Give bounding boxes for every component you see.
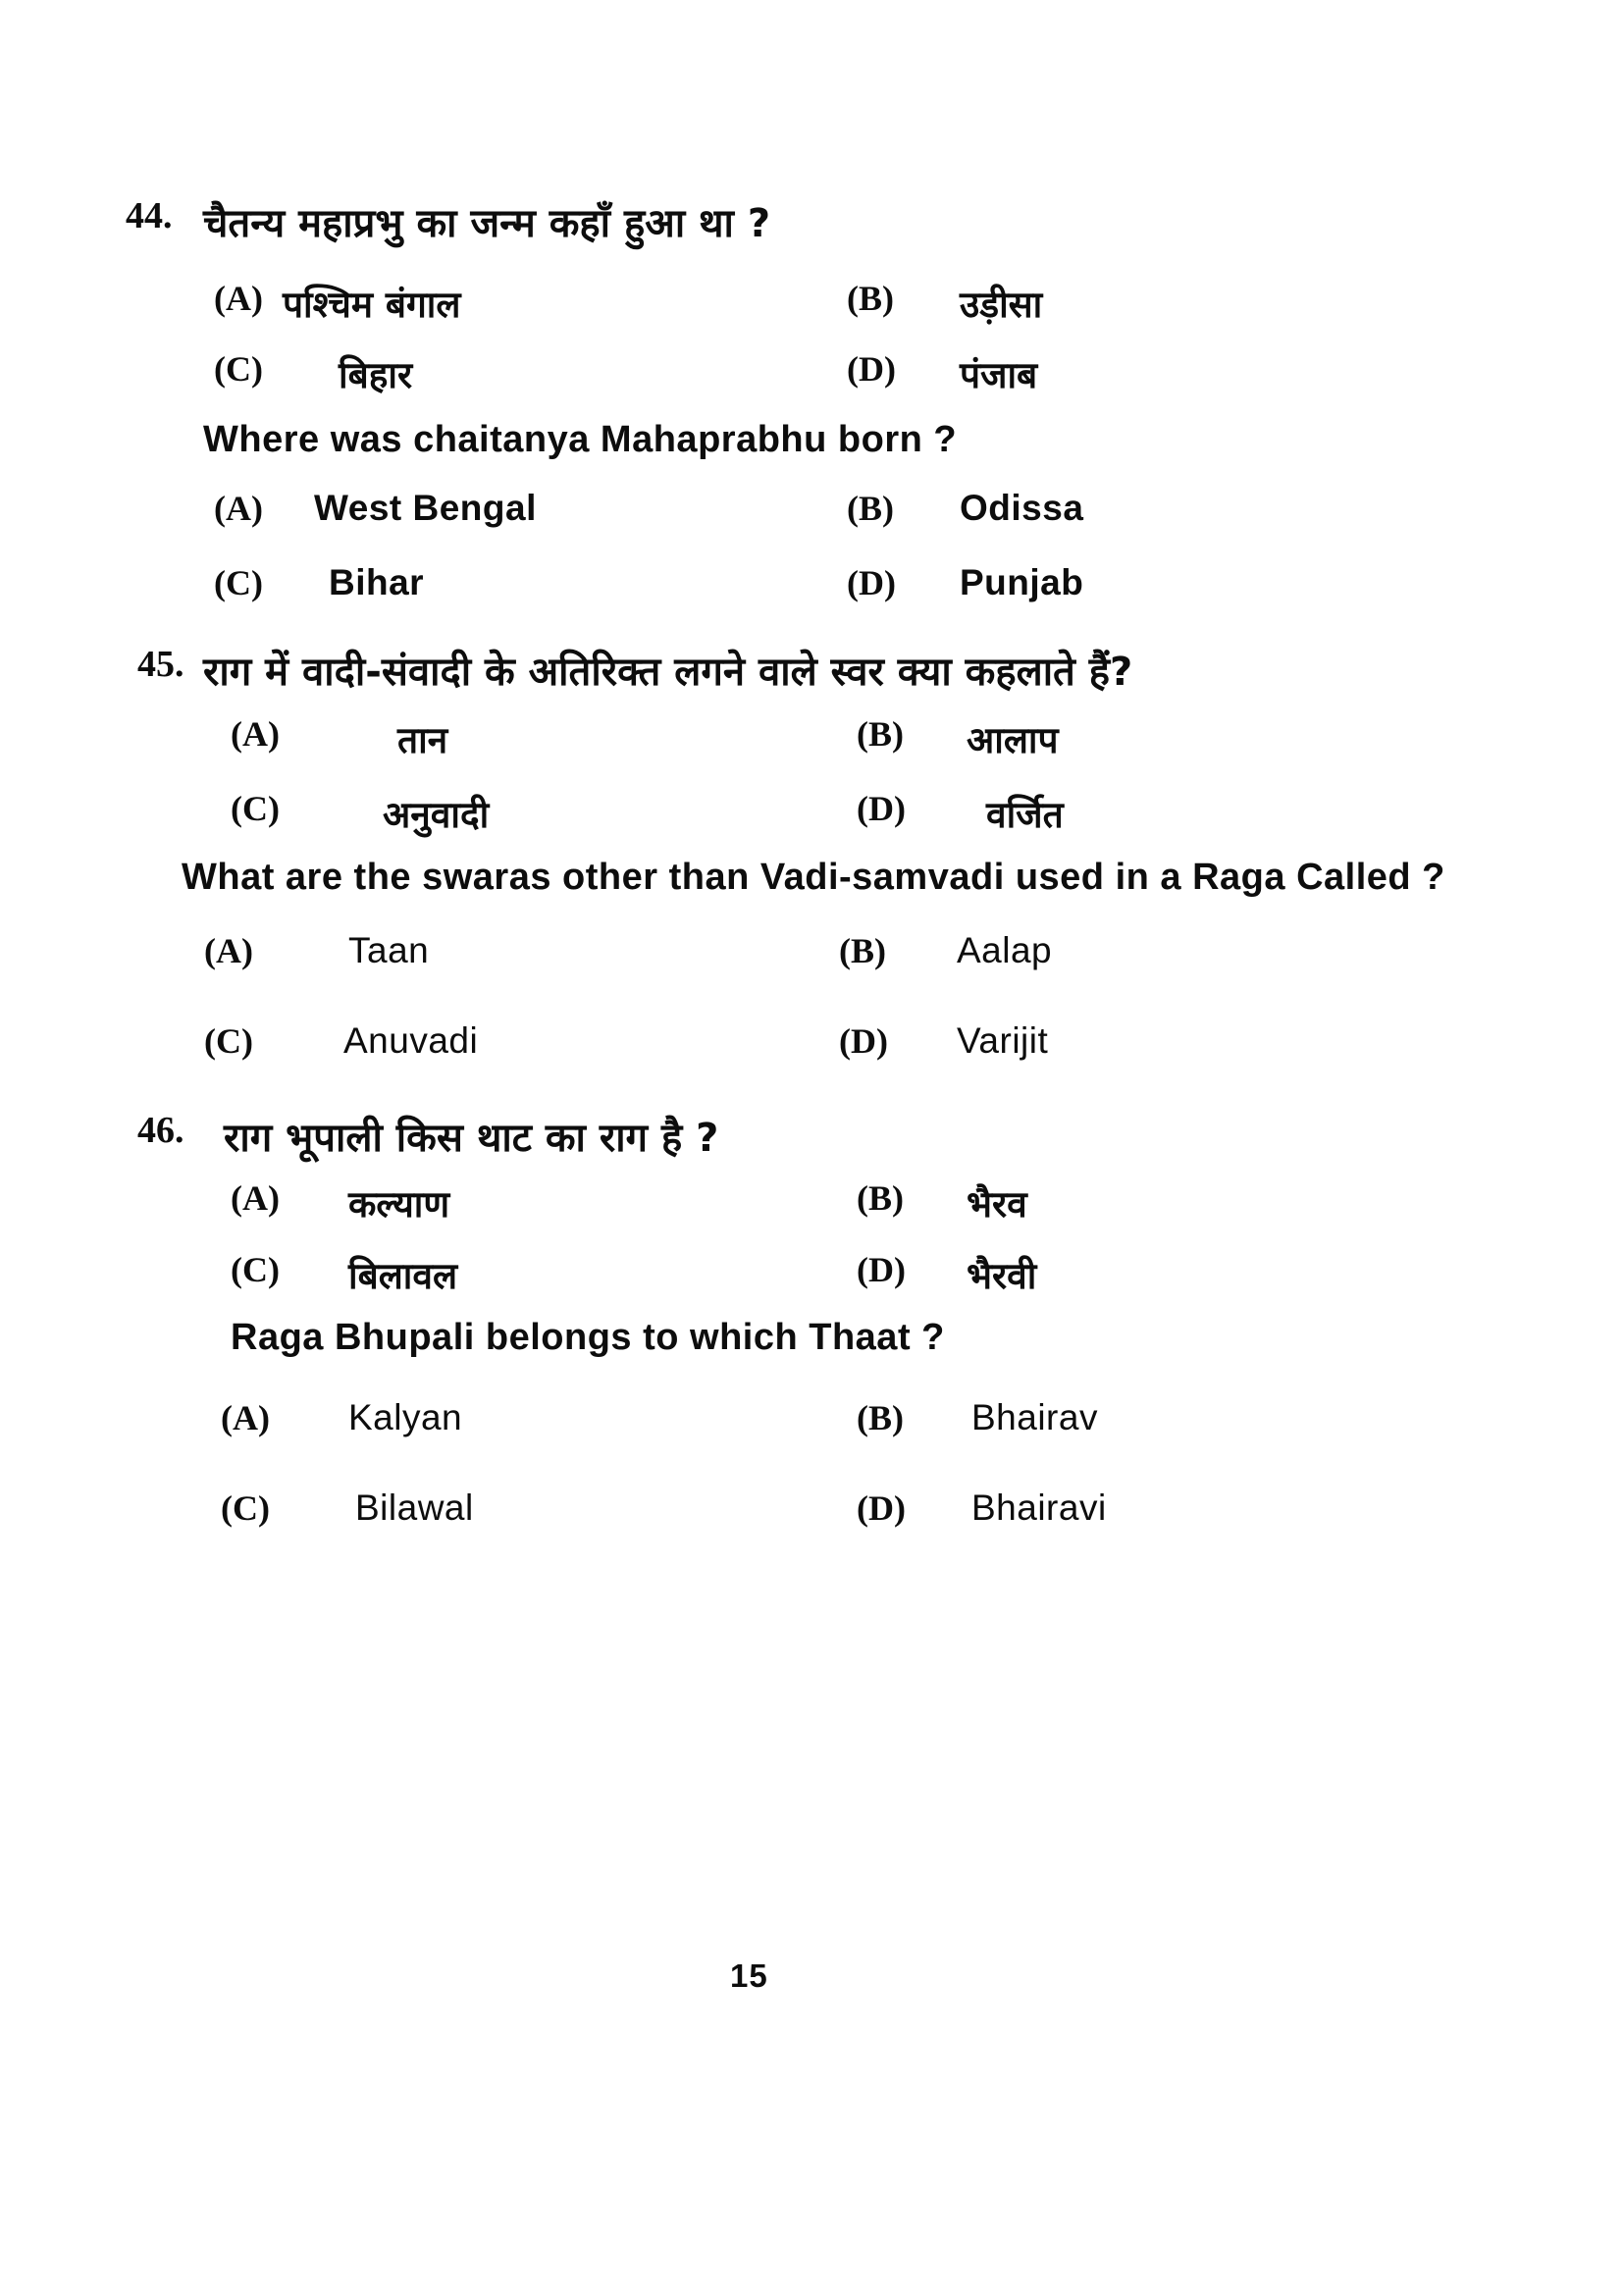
option-label: (C) [204,1021,253,1061]
option-text: Taan [348,930,430,970]
option-label: (D) [839,1021,888,1061]
option-text: आलाप [967,719,1059,761]
option-label: (D) [857,1488,906,1528]
question-46-english-heading [0,1317,1622,1380]
option-text: अनुवादी [383,794,490,836]
page-number: 15 [730,1957,768,1994]
option-label: (C) [214,563,263,602]
option-text: पंजाब [960,354,1038,396]
question-text-english: Raga Bhupali belongs to which Thaat ? [231,1317,945,1358]
option-label: (C) [214,349,263,389]
option-label: (B) [857,1398,904,1437]
question-46-english-options-row-1 [0,1397,1622,1460]
option-text: Varijit [957,1020,1049,1061]
question-44-hindi-options-row-2 [0,348,1622,411]
question-text-hindi: चैतन्य महाप्रभु का जन्म कहाँ हुआ था ? [203,201,771,246]
option-label: (B) [847,279,894,318]
option-text: Bilawal [355,1487,474,1528]
question-46-hindi-options-row-2 [0,1249,1622,1312]
option-text: Kalyan [348,1397,463,1437]
option-text: वर्जित [986,794,1064,836]
option-text: भैरवी [967,1255,1037,1297]
question-number: 44. [126,195,173,236]
option-label: (B) [857,1178,904,1218]
option-text: बिलावल [348,1255,458,1297]
option-label: (A) [214,279,263,318]
question-number: 45. [137,644,184,685]
question-46-hindi-heading [0,1109,1622,1172]
option-text: भैरव [967,1183,1027,1226]
option-label: (C) [221,1488,270,1528]
option-text: Aalap [957,930,1053,970]
question-45-hindi-heading [0,643,1622,705]
option-text: पश्चिम बंगाल [283,284,461,326]
option-text: उड़ीसा [960,284,1043,326]
option-label: (B) [839,931,886,970]
option-text: Anuvadi [343,1020,479,1061]
question-44-hindi-heading [0,194,1622,257]
question-45-english-heading [0,857,1622,919]
option-label: (C) [231,789,280,828]
option-text: West Bengal [314,488,537,528]
option-label: (A) [214,489,263,528]
option-text: कल्याण [348,1183,450,1226]
question-text-english: What are the swaras other than Vadi-samvadi used in a Raga Called ? [182,857,1445,898]
question-45-hindi-options-row-1 [0,713,1622,776]
option-text: Bhairav [971,1397,1098,1437]
question-45-english-options-row-1 [0,930,1622,993]
option-label: (A) [231,1178,280,1218]
question-text-hindi: राग में वादी-संवादी के अतिरिक्त लगने वाले स्वर क्या कहलाते हैं? [203,650,1133,695]
option-label: (C) [231,1250,280,1289]
option-label: (D) [847,349,896,389]
question-44-english-options-row-2 [0,562,1622,625]
option-label: (A) [231,714,280,754]
option-label: (B) [857,714,904,754]
option-label: (A) [221,1398,270,1437]
question-number: 46. [137,1110,184,1151]
question-44-english-heading [0,419,1622,482]
question-44-english-options-row-1 [0,488,1622,550]
option-text: Odissa [960,488,1084,528]
option-label: (D) [847,563,896,602]
option-label: (D) [857,789,906,828]
question-46-hindi-options-row-1 [0,1177,1622,1240]
option-label: (A) [204,931,253,970]
question-45-english-options-row-2 [0,1020,1622,1083]
option-text: बिहार [339,354,413,396]
option-label: (B) [847,489,894,528]
question-text-english: Where was chaitanya Mahaprabhu born ? [203,419,958,460]
option-text: तान [397,719,448,761]
option-text: Bhairavi [971,1487,1107,1528]
option-label: (D) [857,1250,906,1289]
option-text: Punjab [960,562,1084,602]
question-text-hindi: राग भूपाली किस थाट का राग है ? [224,1116,719,1161]
option-text: Bihar [329,562,425,602]
question-45-hindi-options-row-2 [0,788,1622,851]
question-46-english-options-row-2 [0,1487,1622,1550]
question-44-hindi-options-row-1 [0,278,1622,340]
